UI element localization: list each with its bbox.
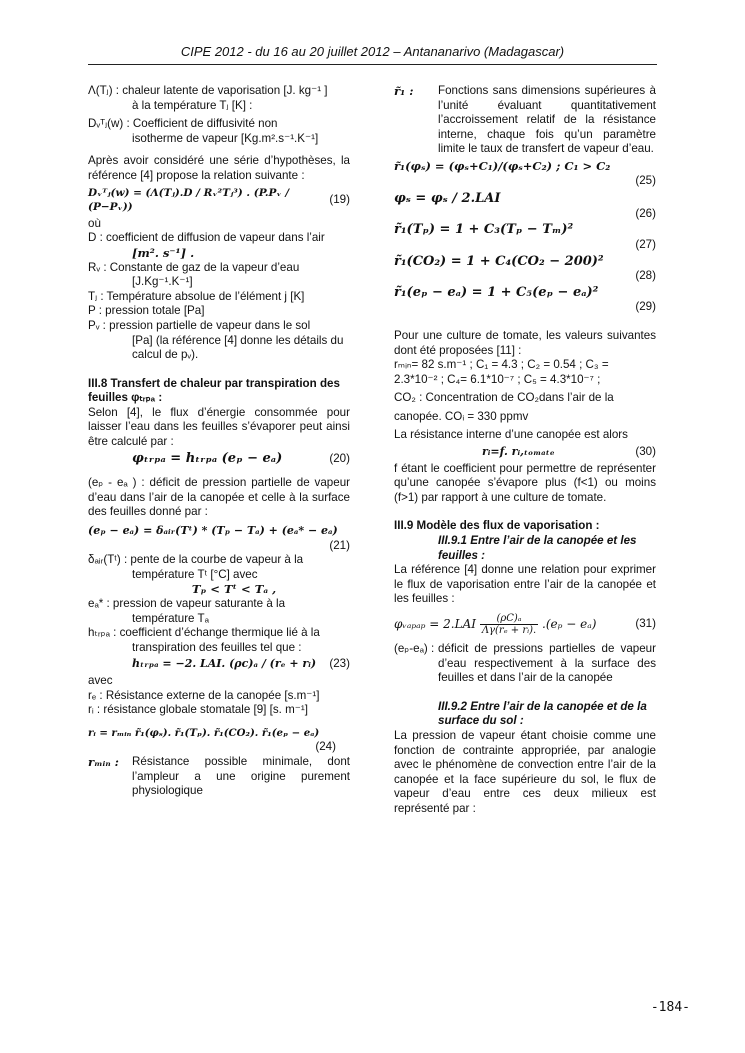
equation-29-number: (29) — [635, 300, 656, 314]
equation-21-number: (21) — [329, 538, 350, 552]
equation-31-fraction-numerator: (ρC)ₐ — [480, 613, 538, 625]
rv-unit: [J.Kg⁻¹.K⁻¹] — [132, 275, 193, 289]
ri-definition: rᵢ : résistance globale stomatale [9] [s. m⁻¹] — [88, 703, 308, 717]
page-header: CIPE 2012 - du 16 au 20 juillet 2012 – Antananarivo (Madagascar) — [180, 44, 565, 59]
section-3-9-2-text: La pression de vapeur étant choisie comme une fonction de contrainte appropriée, par analogie avec le phénomène de convection entre l’air de la canopée et la face supérieure du sol, le flux de vapeur d’eau entre ces deux milieux est représenté par : — [394, 728, 656, 815]
equation-19-number: (19) — [329, 192, 350, 206]
ri-intro: La résistance interne d’une canopée est alors — [394, 428, 628, 442]
equation-26-number: (26) — [635, 206, 656, 220]
r1-body: Fonctions sans dimensions supérieures à l’unité évaluant quantitativement l’accroissement relatif de la résistance interne, chaque fois qu’un paramètre limite le taux de transfert de vapeur d’eau. — [438, 84, 656, 156]
equation-25-body: r̃₁(φₛ) = (φₛ+C₁)/(φₛ+C₂) ; C₁ > C₂ — [394, 158, 611, 173]
equation-24-number: (24) — [315, 740, 336, 754]
avec-label: avec — [88, 673, 113, 687]
htrpa-definition: hₜᵣₚₐ : coefficient d’échange thermique lié à la — [88, 626, 320, 640]
delta-definition-cont: température Tᵗ [°C] avec — [132, 567, 258, 581]
equation-30-body: rᵢ=f. rᵢ,ₜₒₘₐₜₑ — [482, 445, 555, 459]
p-definition: P : pression totale [Pa] — [88, 304, 205, 318]
equation-30 — [394, 445, 656, 460]
epea-definition — [394, 642, 656, 686]
section-3-9-1-title: III.9.1 Entre l’air de la canopée et les feuilles : — [438, 534, 637, 562]
equation-27-body: r̃₁(Tₚ) = 1 + C₃(Tₚ − Tₘ)² — [394, 222, 574, 238]
equation-21-body: (eₚ − eₐ) = δₐᵢᵣ(Tᵗ) * (Tₚ − Tₐ) + (eₐ* − eₐ) — [88, 524, 338, 538]
rmin-definition — [88, 755, 350, 799]
rmin-term: rₘᵢₙ : — [88, 754, 119, 769]
equation-24-body: rᵢ = rₘᵢₙ r̃₁(φₛ). r̃₁(Tₚ). r̃₁(CO₂). r̃₁(eₚ − eₐ) — [88, 726, 320, 739]
rmin-body: Résistance possible minimale, dont l’ampleur a une origine purement physiologique — [132, 754, 350, 798]
equation-23 — [88, 657, 350, 672]
r1-term: r̃₁ : — [394, 84, 414, 98]
equation-27-number: (27) — [635, 237, 656, 251]
equation-26-body: φₛ = φₛ / 2.LAI — [394, 191, 501, 207]
lambda-definition: Λ(Tⱼ) : chaleur latente de vaporisation [J. kg⁻¹ ] — [88, 84, 328, 97]
equation-29-body: r̃₁(eₚ − eₐ) = 1 + C₅(eₚ − eₐ)² — [394, 284, 599, 300]
equation-23-number: (23) — [329, 657, 350, 671]
equation-31-number: (31) — [635, 617, 656, 631]
rv-definition: Rᵥ : Constante de gaz de la vapeur d’eau — [88, 260, 300, 274]
equation-28-number: (28) — [635, 269, 656, 283]
r1-definition — [394, 84, 656, 157]
equation-31-fraction — [480, 613, 538, 636]
co2-definition: CO₂ : Concentration de CO₂dans l’air de la — [394, 391, 614, 405]
htrpa-definition-cont: transpiration des feuilles tel que : — [132, 640, 302, 654]
left-column — [88, 84, 350, 799]
pv-definition: Pᵥ : pression partielle de vapeur dans le sol — [88, 318, 311, 332]
esat-definition: eₐ* : pression de vapeur saturante à la — [88, 597, 286, 610]
equation-20 — [88, 452, 350, 467]
equation-19 — [88, 186, 350, 215]
section-3-8-text: Selon [4], le flux d’énergie consommée pour laisser l’eau dans les feuilles s’évaporer peut ainsi être calculé par : — [88, 405, 350, 449]
temperature-condition: Tₚ < Tᵗ < Tₐ , — [191, 582, 277, 597]
equation-31-lhs: φᵥₐₚₐₚ = 2.LAI — [394, 617, 476, 631]
header-rule — [88, 64, 657, 65]
equation-20-body: φₜᵣₚₐ = hₜᵣₚₐ (eₚ − eₐ) — [132, 450, 283, 466]
equation-25-number: (25) — [635, 173, 656, 187]
epea-body: déficit de pressions partielles de vapeur d’eau respectivement à la surface des feuilles et dans l’air de la canopée — [438, 642, 656, 685]
section-3-8-title: III.8 Transfert de chaleur par transpiration des feuilles φₜᵣₚₐ : — [88, 376, 340, 405]
tomato-intro: Pour une culture de tomate, les valeurs suivantes dont été proposées [11] : — [394, 328, 656, 357]
equation-20-number: (20) — [329, 451, 350, 465]
tomato-values-2: 2.3*10⁻² ; C₄= 6.1*10⁻⁷ ; C₅ = 4.3*10⁻⁷ ; — [394, 372, 601, 386]
equation-31 — [394, 613, 656, 636]
epea-term: (eₚ-eₐ) : — [394, 642, 435, 655]
equation-23-body: hₜᵣₚₐ = −2. LAI. (ρc)ₐ / (rₑ + rᵢ) — [132, 657, 317, 671]
co2-value: canopée. COᵢ = 330 ppmv — [394, 409, 529, 423]
pressure-deficit-text: (eₚ - eₐ ) : déficit de pression partielle de vapeur d’eau dans l’air de la canopée et celle à la surface des feuilles donné par : — [88, 476, 350, 519]
diffusivity-definition: Dᵥᵀⱼ(w) : Coefficient de diffusivité non — [88, 117, 278, 131]
equation-19-body: Dᵥᵀⱼ(w) = (Λ(Tⱼ).D / Rᵥ²Tⱼ³) . (P.Pᵥ / (P−Pᵥ)) — [88, 186, 290, 214]
section-3-9-title: III.9 Modèle des flux de vaporisation : — [394, 519, 600, 533]
equation-31-body — [394, 613, 596, 636]
page-number: -184- — [650, 1000, 690, 1015]
re-definition: rₑ : Résistance externe de la canopée [s.m⁻¹] — [88, 688, 320, 702]
equation-28-body: r̃₁(CO₂) = 1 + C₄(CO₂ − 200)² — [394, 253, 604, 269]
d-unit: [m². s⁻¹] . — [132, 245, 195, 260]
esat-definition-cont: température Tₐ — [132, 611, 209, 625]
d-definition: D : coefficient de diffusion de vapeur dans l’air — [88, 231, 325, 245]
intro-paragraph: Après avoir considéré une série d’hypothèses, la référence [4] propose la relation suivante : — [88, 154, 350, 182]
tomato-values-1: rₘᵢₙ= 82 s.m⁻¹ ; C₁ = 4.3 ; C₂ = 0.54 ; C₃ = — [394, 358, 609, 372]
section-3-9-2-title: III.9.2 Entre l’air de la canopée et de la surface du sol : — [438, 699, 647, 728]
delta-definition: δₐᵢᵣ(Tᵗ) : pente de la courbe de vapeur à la — [88, 553, 304, 567]
section-3-9-1-text: La référence [4] donne une relation pour exprimer le flux de vaporisation entre l’air de la canopée et les feuilles : — [394, 563, 656, 606]
pv-definition-cont: [Pa] (la référence [4] donne les détails du calcul de pᵥ). — [132, 333, 344, 362]
equation-30-number: (30) — [635, 445, 656, 459]
ou-label: où — [88, 216, 101, 230]
equation-31-fraction-denominator: Λγ(rₑ + rᵢ). — [481, 625, 537, 636]
f-coefficient-text: f étant le coefficient pour permettre de représenter qu’une canopée s’évapore plus (f<1) ou moins (f>1) par rapport à une culture de tomate. — [394, 461, 656, 504]
diffusivity-definition-cont: isotherme de vapeur [Kg.m².s⁻¹.K⁻¹] — [132, 131, 319, 145]
lambda-definition-cont: à la température Tⱼ [K] : — [132, 98, 253, 112]
equation-31-rhs: .(eₚ − eₐ) — [542, 617, 597, 631]
right-column — [394, 84, 656, 817]
tj-definition: Tⱼ : Température absolue de l’élément j [K] — [88, 289, 305, 303]
